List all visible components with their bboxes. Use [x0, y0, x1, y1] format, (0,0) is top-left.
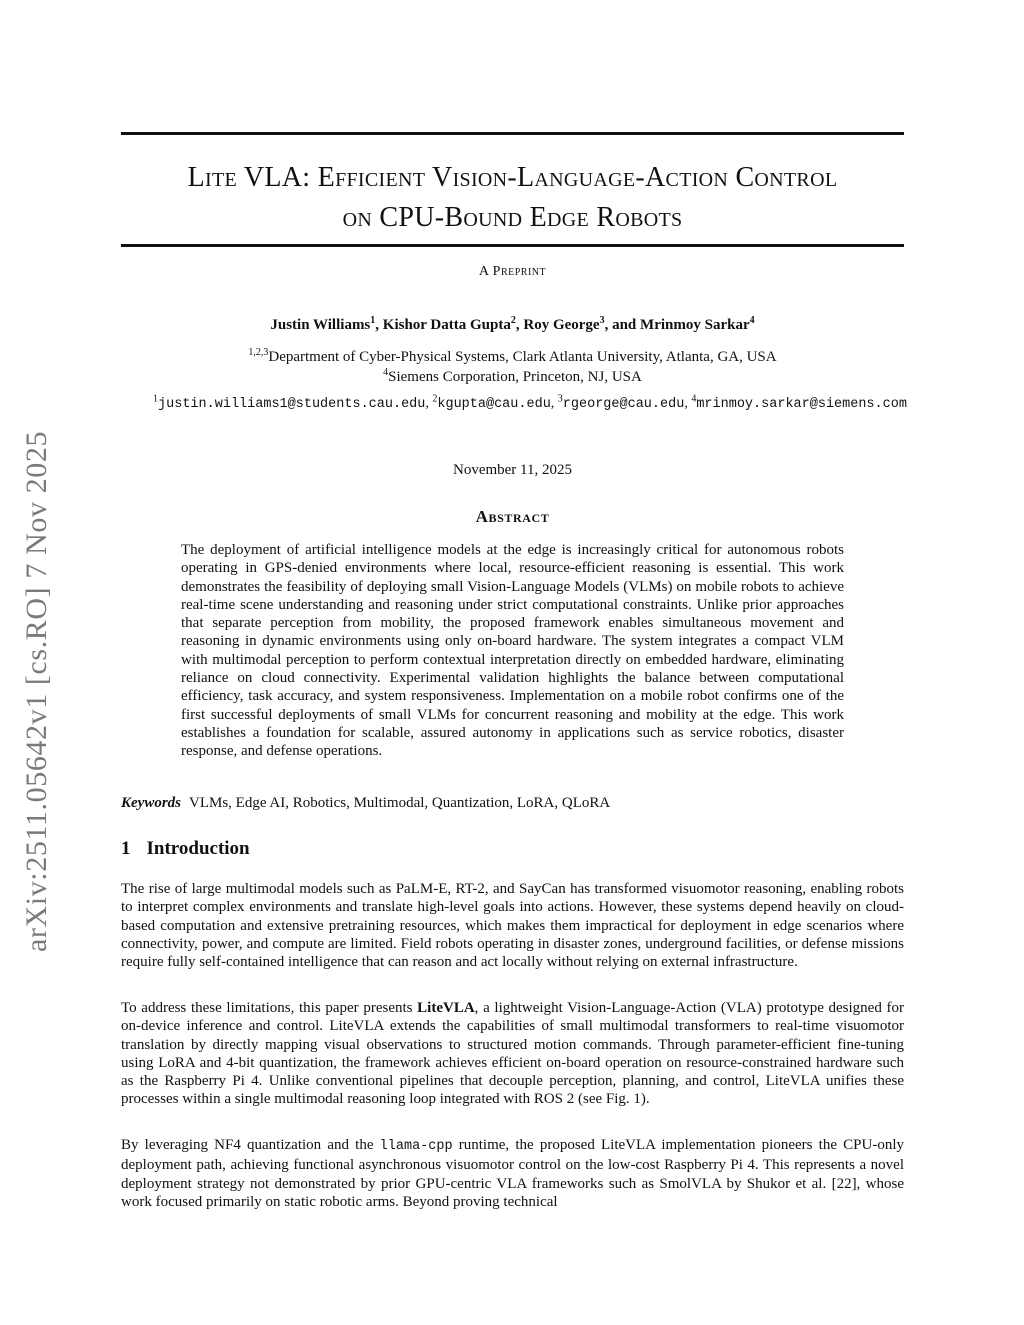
arxiv-stamp: arXiv:2511.05642v1 [cs.RO] 7 Nov 2025: [20, 430, 53, 952]
section-heading: [121, 838, 250, 860]
affiliation-1: [121, 347, 904, 367]
email-sup: 2: [432, 393, 438, 405]
author-sup: 2: [510, 315, 516, 326]
affiliation-sup: 4: [383, 367, 389, 378]
keywords: [121, 795, 610, 812]
para2-text: , a lightweight Vision-Language-Action (VLA) prototype designed for on-device inference and control. LiteVLA extends the capabilities of small multimodal transformers to real-time visuomotor translation by directly mapping visual observations to structured motion commands. Through parameter-efficient fine-tuning using LoRA and 4-bit quantization, the framework achieves efficient on-board operation on resource-constrained hardware such as the Raspberry Pi 4. Unlike conventional pipelines that decouple perception, planning, and control, LiteVLA unifies these processes within a single multimodal reasoning loop integrated with ROS 2 (see Fig. 1).: [121, 1000, 904, 1108]
preprint-label: A Preprint: [478, 264, 547, 279]
author-name: Kishor Datta Gupta: [382, 317, 511, 333]
email-sep: ,: [550, 396, 558, 411]
keywords-label: Keywords: [121, 795, 181, 811]
author-sep: , and: [604, 317, 641, 333]
author-name: Justin Williams: [270, 317, 371, 333]
author-emails: [100, 393, 960, 412]
email-sep: ,: [684, 396, 692, 411]
email-sep: ,: [425, 396, 433, 411]
paragraph-1: The rise of large multimodal models such as PaLM-E, RT-2, and SayCan has transformed visuomotor reasoning, enabling robots to interpret complex environments and translate high-level goals into actions. However, these systems depend heavily on cloud-based computation and extensive pretraining resources, which makes them impractical for deployment in edge scenarios where connectivity, power, and compute are limited. Field robots operating in disaster zones, underground facilities, or defense missions require fully self-contained intelligence that can reason and act locally without relying on external infrastructure.: [121, 881, 904, 971]
para3-text: runtime, the proposed LiteVLA implementation pioneers the CPU-only deployment path, achieving functional asynchronous visuomotor control on the low-cost Raspberry Pi 4. This represents a novel deployment strategy not demonstrated by prior GPU-centric VLA frameworks such as SmolVLA by Shukor et al. [22], whose work focused primarily on static robotic arms. Beyond proving technical: [121, 1137, 904, 1210]
author-sup: 4: [749, 315, 755, 326]
author-sep: ,: [375, 317, 383, 333]
affiliation-text: Siemens Corporation, Princeton, NJ, USA: [388, 369, 642, 385]
abstract-heading: Abstract: [475, 507, 550, 526]
title-line-1: Lite VLA: Efficient Vision-Language-Action Control: [187, 162, 838, 193]
code-llama-cpp: llama-cpp: [379, 1139, 453, 1154]
section-title: Introduction: [146, 838, 250, 859]
authors: [121, 317, 904, 334]
section-number: 1: [121, 838, 131, 859]
email-link[interactable]: mrinmoy.sarkar@siemens.com: [696, 397, 907, 412]
abstract-text: The deployment of artificial intelligence models at the edge is increasingly critical for autonomous robots operating in GPS-denied environments where local, resource-efficient reasoning is essential. This work demonstrates the feasibility of deploying small Vision-Language Models (VLMs) on mobile robots to achieve real-time scene understanding and reasoning under strict computational constraints. Unlike prior approaches that separate perception from mobility, the proposed framework enables simultaneous movement and reasoning in dynamic environments using only on-board hardware. The system integrates a compact VLM with multimodal perception to perform contextual interpretation directly on embedded hardware, eliminating reliance on cloud connectivity. Experimental validation highlights the balance between computational efficiency, task accuracy, and system responsiveness. Implementation on a mobile robot confirms one of the first successful deployments of small VLMs for concurrent reasoning and mobility at the edge. This work establishes a foundation for scalable, assured autonomy in applications such as service robotics, disaster response, and defense operations.: [181, 542, 844, 760]
para2-text: To address these limitations, this paper presents: [121, 1000, 418, 1016]
keywords-list: VLMs, Edge AI, Robotics, Multimodal, Quantization, LoRA, QLoRA: [189, 795, 611, 811]
para3-text: By leveraging NF4 quantization and the: [121, 1137, 380, 1153]
author-name: Mrinmoy Sarkar: [640, 317, 750, 333]
litevla-name: LiteVLA: [417, 1000, 475, 1016]
email-sup: 4: [691, 393, 697, 405]
email-sup: 3: [557, 393, 563, 405]
email-link[interactable]: justin.williams1@students.cau.edu: [158, 397, 426, 412]
email-link[interactable]: rgeorge@cau.edu: [562, 397, 685, 412]
affiliation-sup: 1,2,3: [248, 347, 269, 358]
paper-title: [121, 158, 904, 238]
paper-date: November 11, 2025: [452, 462, 572, 478]
author-sup: 3: [599, 315, 605, 326]
author-sup: 1: [370, 315, 376, 326]
email-link[interactable]: kgupta@cau.edu: [437, 397, 551, 412]
affiliation-text: Department of Cyber-Physical Systems, Clark Atlanta University, Atlanta, GA, USA: [268, 349, 777, 365]
paragraph-2: [121, 999, 904, 1109]
bottom-title-rule: [121, 244, 904, 247]
paragraph-3: [121, 1136, 904, 1211]
author-name: Roy George: [523, 317, 600, 333]
email-sup: 1: [153, 393, 159, 405]
title-line-2: on CPU-Bound Edge Robots: [342, 202, 683, 233]
affiliation-2: [121, 367, 904, 387]
top-rule: [121, 132, 904, 135]
author-sep: ,: [515, 317, 524, 333]
